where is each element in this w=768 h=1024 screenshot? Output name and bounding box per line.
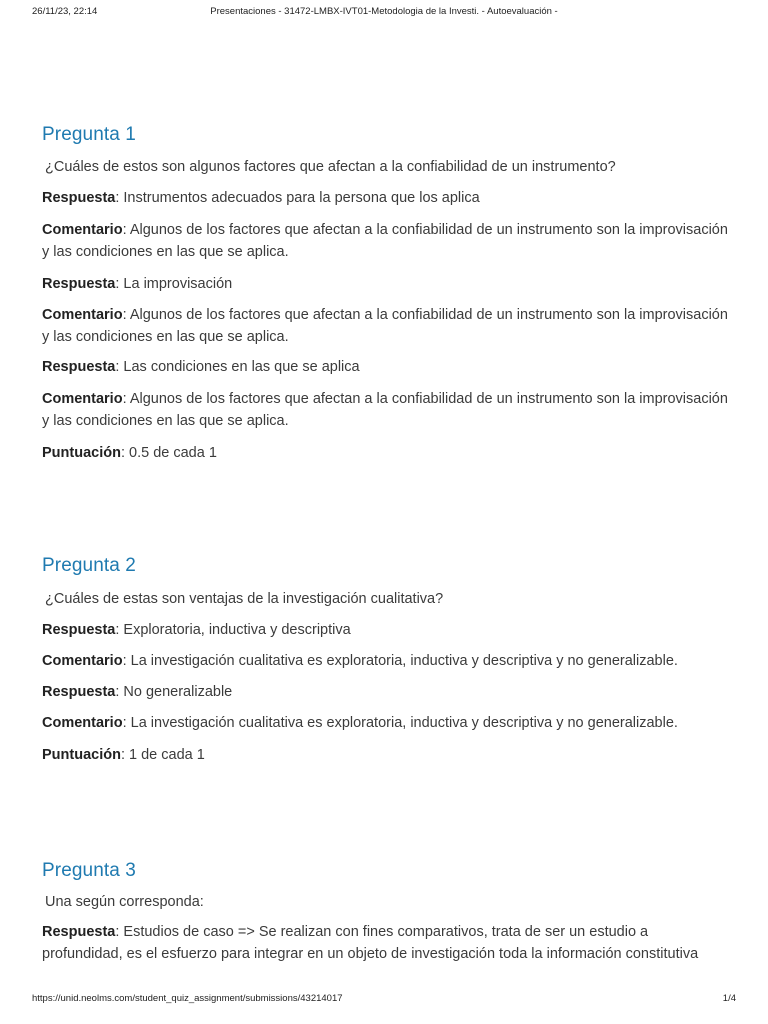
question-2-score — [42, 744, 732, 766]
comment-label: Comentario — [42, 307, 123, 323]
question-3-title: Pregunta 3 — [42, 860, 136, 881]
label-separator: : — [122, 715, 131, 731]
label-separator: : — [115, 276, 124, 292]
label-separator: : — [115, 190, 124, 206]
print-header — [0, 6, 768, 22]
question-1-answer-3 — [42, 356, 732, 378]
answer-text: Las condiciones en las que se aplica — [123, 359, 360, 375]
answer-label: Respuesta — [42, 684, 116, 700]
label-separator: : — [115, 622, 124, 638]
score-label: Puntuación — [42, 747, 121, 763]
label-separator: : — [120, 445, 130, 461]
label-separator: : — [115, 684, 124, 700]
answer-label: Respuesta — [42, 276, 116, 292]
comment-text: La investigación cualitativa es exploratoria, inductiva y descriptiva y no generalizable. — [130, 715, 678, 731]
comment-label: Comentario — [42, 391, 123, 407]
score-value: 1 de cada 1 — [129, 747, 205, 763]
label-separator: : — [122, 391, 130, 407]
answer-text: No generalizable — [123, 684, 233, 700]
question-2-comment-2 — [42, 712, 732, 734]
question-1-prompt: ¿Cuáles de estos son algunos factores que afectan a la confiabilidad de un instrumento? — [45, 159, 616, 175]
label-separator: : — [115, 359, 124, 375]
answer-label: Respuesta — [42, 359, 116, 375]
answer-label: Respuesta — [42, 190, 116, 206]
label-separator: : — [120, 747, 130, 763]
label-separator: : — [122, 307, 130, 323]
question-2-comment-1 — [42, 650, 732, 672]
question-1-title: Pregunta 1 — [42, 124, 136, 145]
comment-text: Algunos de los factores que afectan a la confiabilidad de un instrumento son la improvisación y las condiciones en las que se aplica. — [42, 222, 728, 260]
score-label: Puntuación — [42, 445, 121, 461]
answer-text: Estudios de caso => Se realizan con fines comparativos, trata de ser un estudio a profundidad, es el esfuerzo para integrar en un objeto de investigación toda la información constitutiva — [42, 924, 699, 962]
answer-label: Respuesta — [42, 924, 116, 940]
question-1-comment-1 — [42, 219, 732, 263]
comment-label: Comentario — [42, 653, 123, 669]
answer-text: La improvisación — [123, 276, 233, 292]
print-footer — [0, 993, 768, 1009]
question-3-answer-1 — [42, 921, 732, 965]
question-3-prompt: Una según corresponda: — [45, 894, 204, 910]
page-url: https://unid.neolms.com/student_quiz_assignment/submissions/43214017 — [32, 993, 343, 1004]
comment-label: Comentario — [42, 715, 123, 731]
label-separator: : — [122, 222, 130, 238]
label-separator: : — [122, 653, 131, 669]
label-separator: : — [115, 924, 124, 940]
answer-label: Respuesta — [42, 622, 116, 638]
question-1-answer-1 — [42, 187, 732, 209]
question-2-answer-1 — [42, 619, 732, 641]
question-2-answer-2 — [42, 681, 732, 703]
print-datetime: 26/11/23, 22:14 — [32, 6, 98, 17]
answer-text: Instrumentos adecuados para la persona que los aplica — [123, 190, 480, 206]
question-2-title: Pregunta 2 — [42, 555, 136, 576]
question-1-comment-2 — [42, 304, 732, 348]
question-1-answer-2 — [42, 273, 732, 295]
print-title: Presentaciones - 31472-LMBX-IVT01-Metodologia de la Investi. - Autoevaluación - — [210, 6, 558, 17]
comment-text: La investigación cualitativa es exploratoria, inductiva y descriptiva y no generalizable. — [130, 653, 678, 669]
comment-text: Algunos de los factores que afectan a la confiabilidad de un instrumento son la improvisación y las condiciones en las que se aplica. — [42, 391, 728, 429]
score-value: 0.5 de cada 1 — [129, 445, 217, 461]
answer-text: Exploratoria, inductiva y descriptiva — [123, 622, 351, 638]
question-2-prompt: ¿Cuáles de estas son ventajas de la investigación cualitativa? — [45, 591, 444, 607]
question-1-comment-3 — [42, 388, 732, 432]
comment-label: Comentario — [42, 222, 123, 238]
page-number: 1/4 — [722, 993, 736, 1004]
comment-text: Algunos de los factores que afectan a la confiabilidad de un instrumento son la improvisación y las condiciones en las que se aplica. — [42, 307, 728, 345]
question-1-score — [42, 442, 732, 464]
